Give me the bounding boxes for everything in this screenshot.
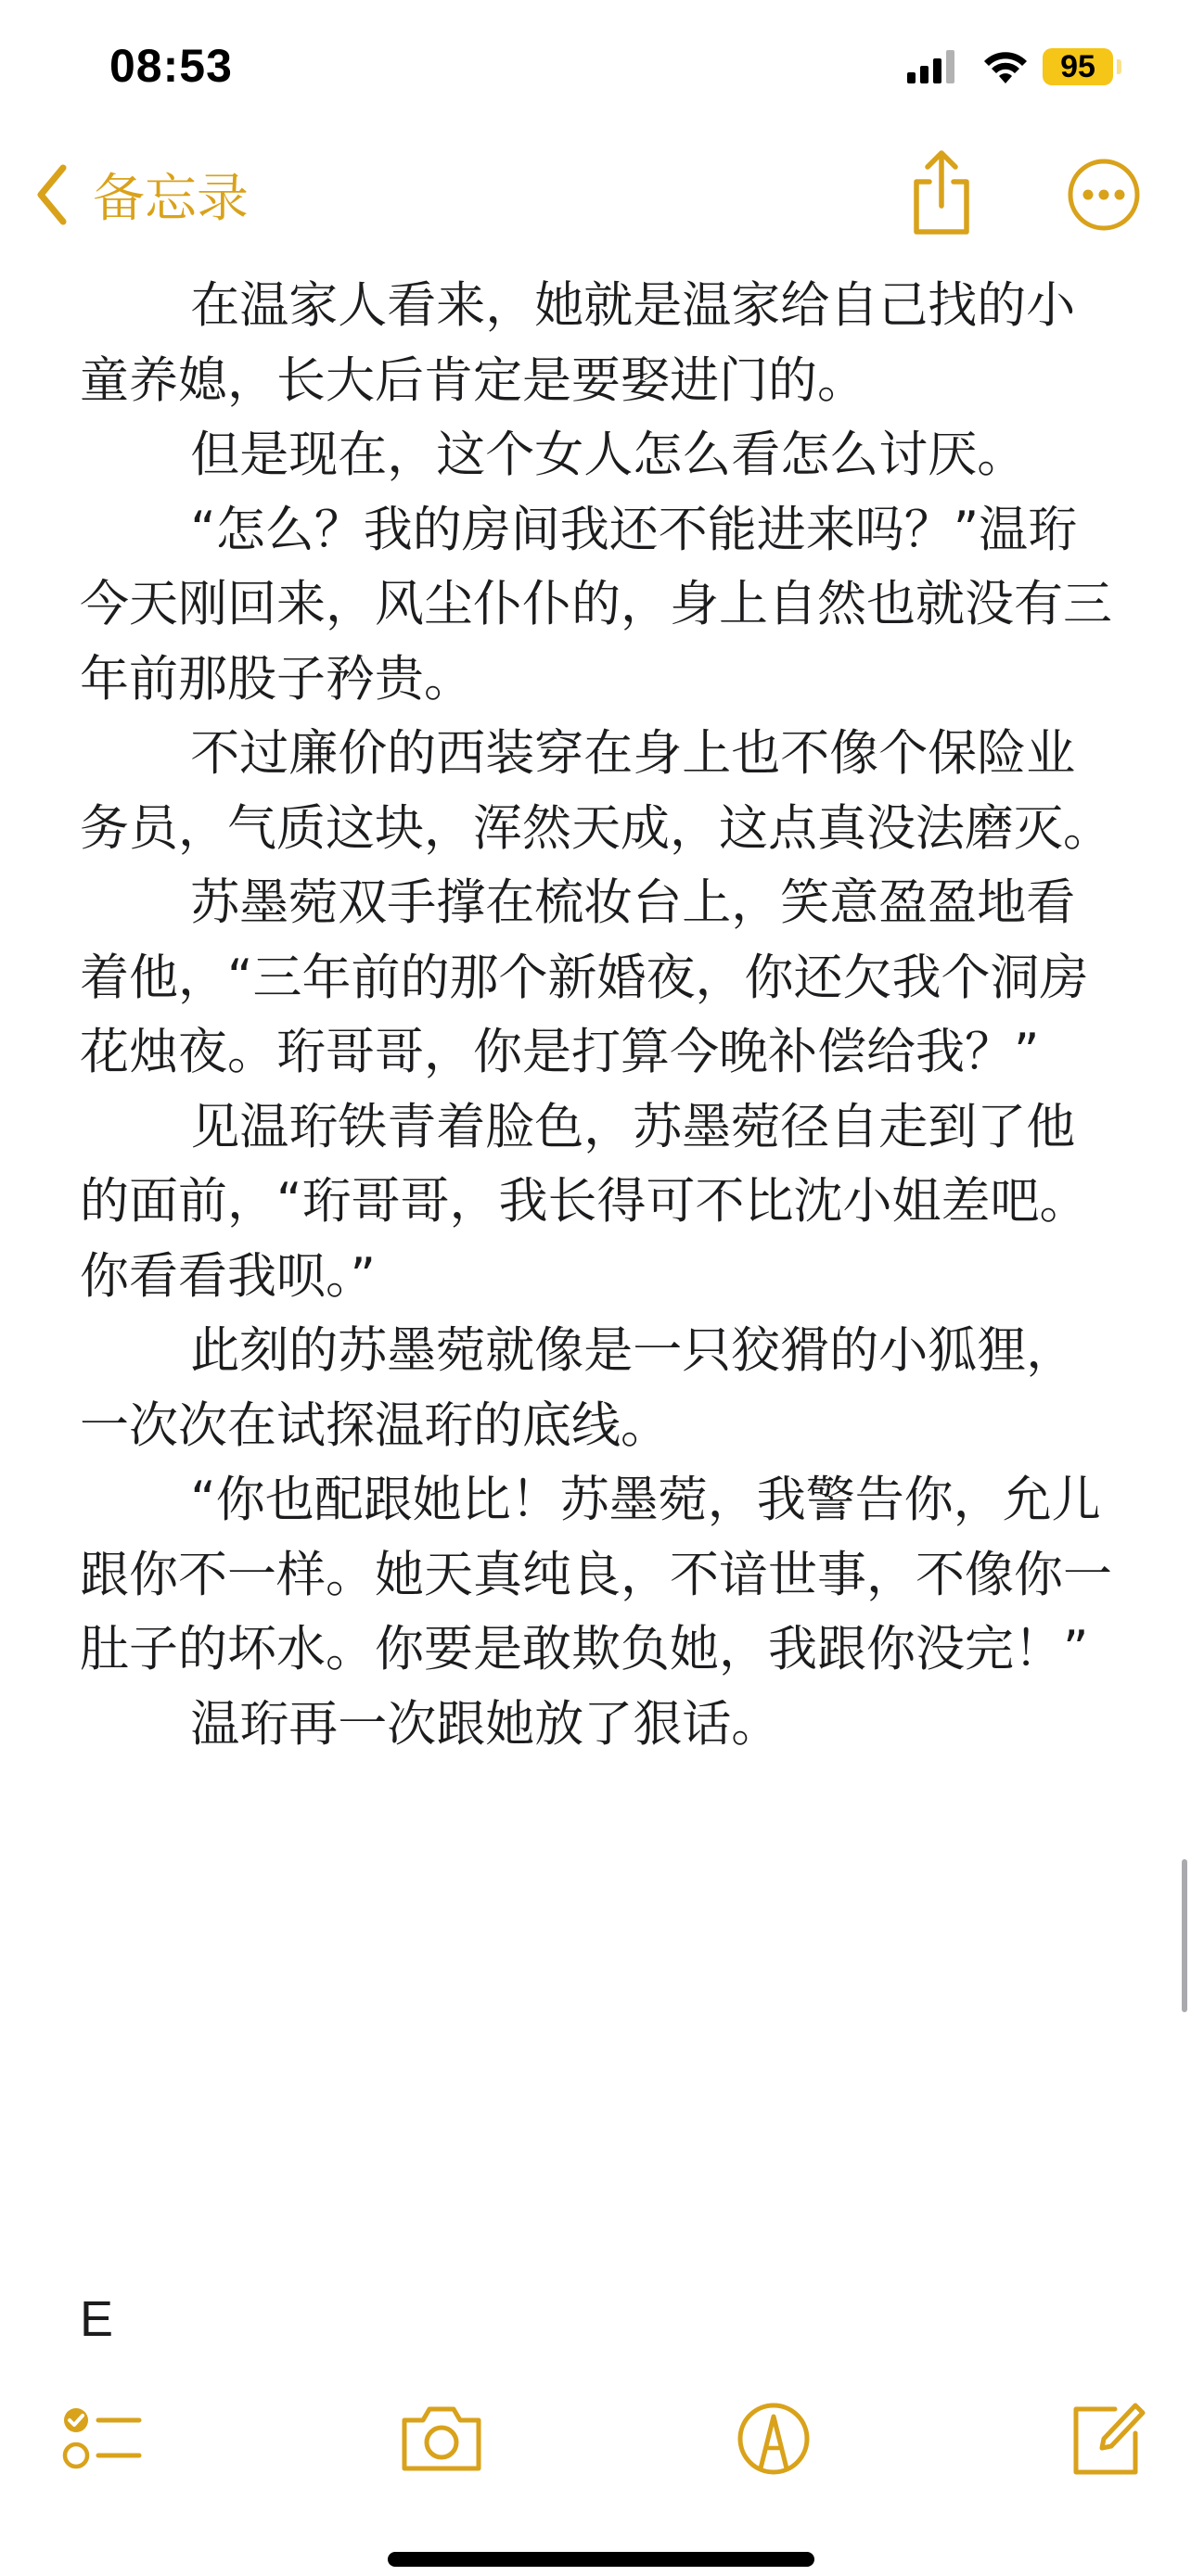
checklist-icon[interactable] bbox=[59, 2391, 143, 2483]
status-bar bbox=[0, 0, 1191, 139]
note-paragraph: “你也配跟她比！苏墨菀，我警告你，允儿跟你不一样。她天真纯良，不谙世事，不像你一肚子的坏水。你要是敢欺负她，我跟你没完！” bbox=[80, 1472, 1112, 1677]
compose-icon[interactable] bbox=[1069, 2391, 1146, 2483]
more-icon[interactable] bbox=[1067, 158, 1141, 232]
note-paragraph: 不过廉价的西装穿在身上也不像个保险业务员，气质这块，浑然天成，这点真没法磨灭。 bbox=[80, 725, 1112, 857]
scroll-indicator[interactable] bbox=[1182, 1859, 1187, 2012]
bottom-toolbar bbox=[0, 2383, 1191, 2494]
note-text-area[interactable] bbox=[80, 269, 1115, 1762]
cellular-signal-icon bbox=[907, 50, 955, 83]
back-label: 备忘录 bbox=[93, 169, 249, 229]
chevron-left-icon bbox=[33, 162, 70, 227]
battery-icon bbox=[1043, 48, 1113, 85]
note-paragraph: 在温家人看来，她就是温家给自己找的小童养媳，长大后肯定是要娶进门的。 bbox=[80, 277, 1076, 409]
note-paragraph: “怎么？我的房间我还不能进来吗？”温珩今天刚回来，风尘仆仆的，身上自然也就没有三年前那股子矜贵。 bbox=[80, 501, 1112, 708]
wifi-icon bbox=[981, 48, 1030, 85]
note-paragraph: 此刻的苏墨菀就像是一只狡猾的小狐狸，一次次在试探温珩的底线。 bbox=[80, 1322, 1076, 1454]
status-time: 08:53 bbox=[109, 40, 233, 92]
battery-level: 95 bbox=[1060, 49, 1095, 84]
note-paragraph: 但是现在，这个女人怎么看怎么讨厌。 bbox=[190, 427, 1027, 483]
note-trailing-text: E bbox=[80, 2291, 114, 2347]
navigation-bar bbox=[0, 139, 1191, 250]
camera-icon[interactable] bbox=[399, 2391, 484, 2483]
home-indicator[interactable] bbox=[388, 2552, 814, 2567]
note-paragraph: 温珩再一次跟她放了狠话。 bbox=[190, 1695, 781, 1753]
back-button[interactable] bbox=[33, 159, 249, 230]
share-icon[interactable] bbox=[907, 148, 976, 237]
note-paragraph: 见温珩铁青着脸色，苏墨菀径自走到了他的面前，“珩哥哥，我长得可不比沈小姐差吧。你看看我呗。” bbox=[80, 1098, 1089, 1305]
note-paragraph: 苏墨菀双手撑在梳妆台上，笑意盈盈地看着他，“三年前的那个新婚夜，你还欠我个洞房花烛夜。珩哥哥，你是打算今晚补偿给我？” bbox=[80, 874, 1089, 1080]
battery-tip bbox=[1117, 59, 1121, 74]
markup-icon[interactable] bbox=[735, 2391, 813, 2483]
